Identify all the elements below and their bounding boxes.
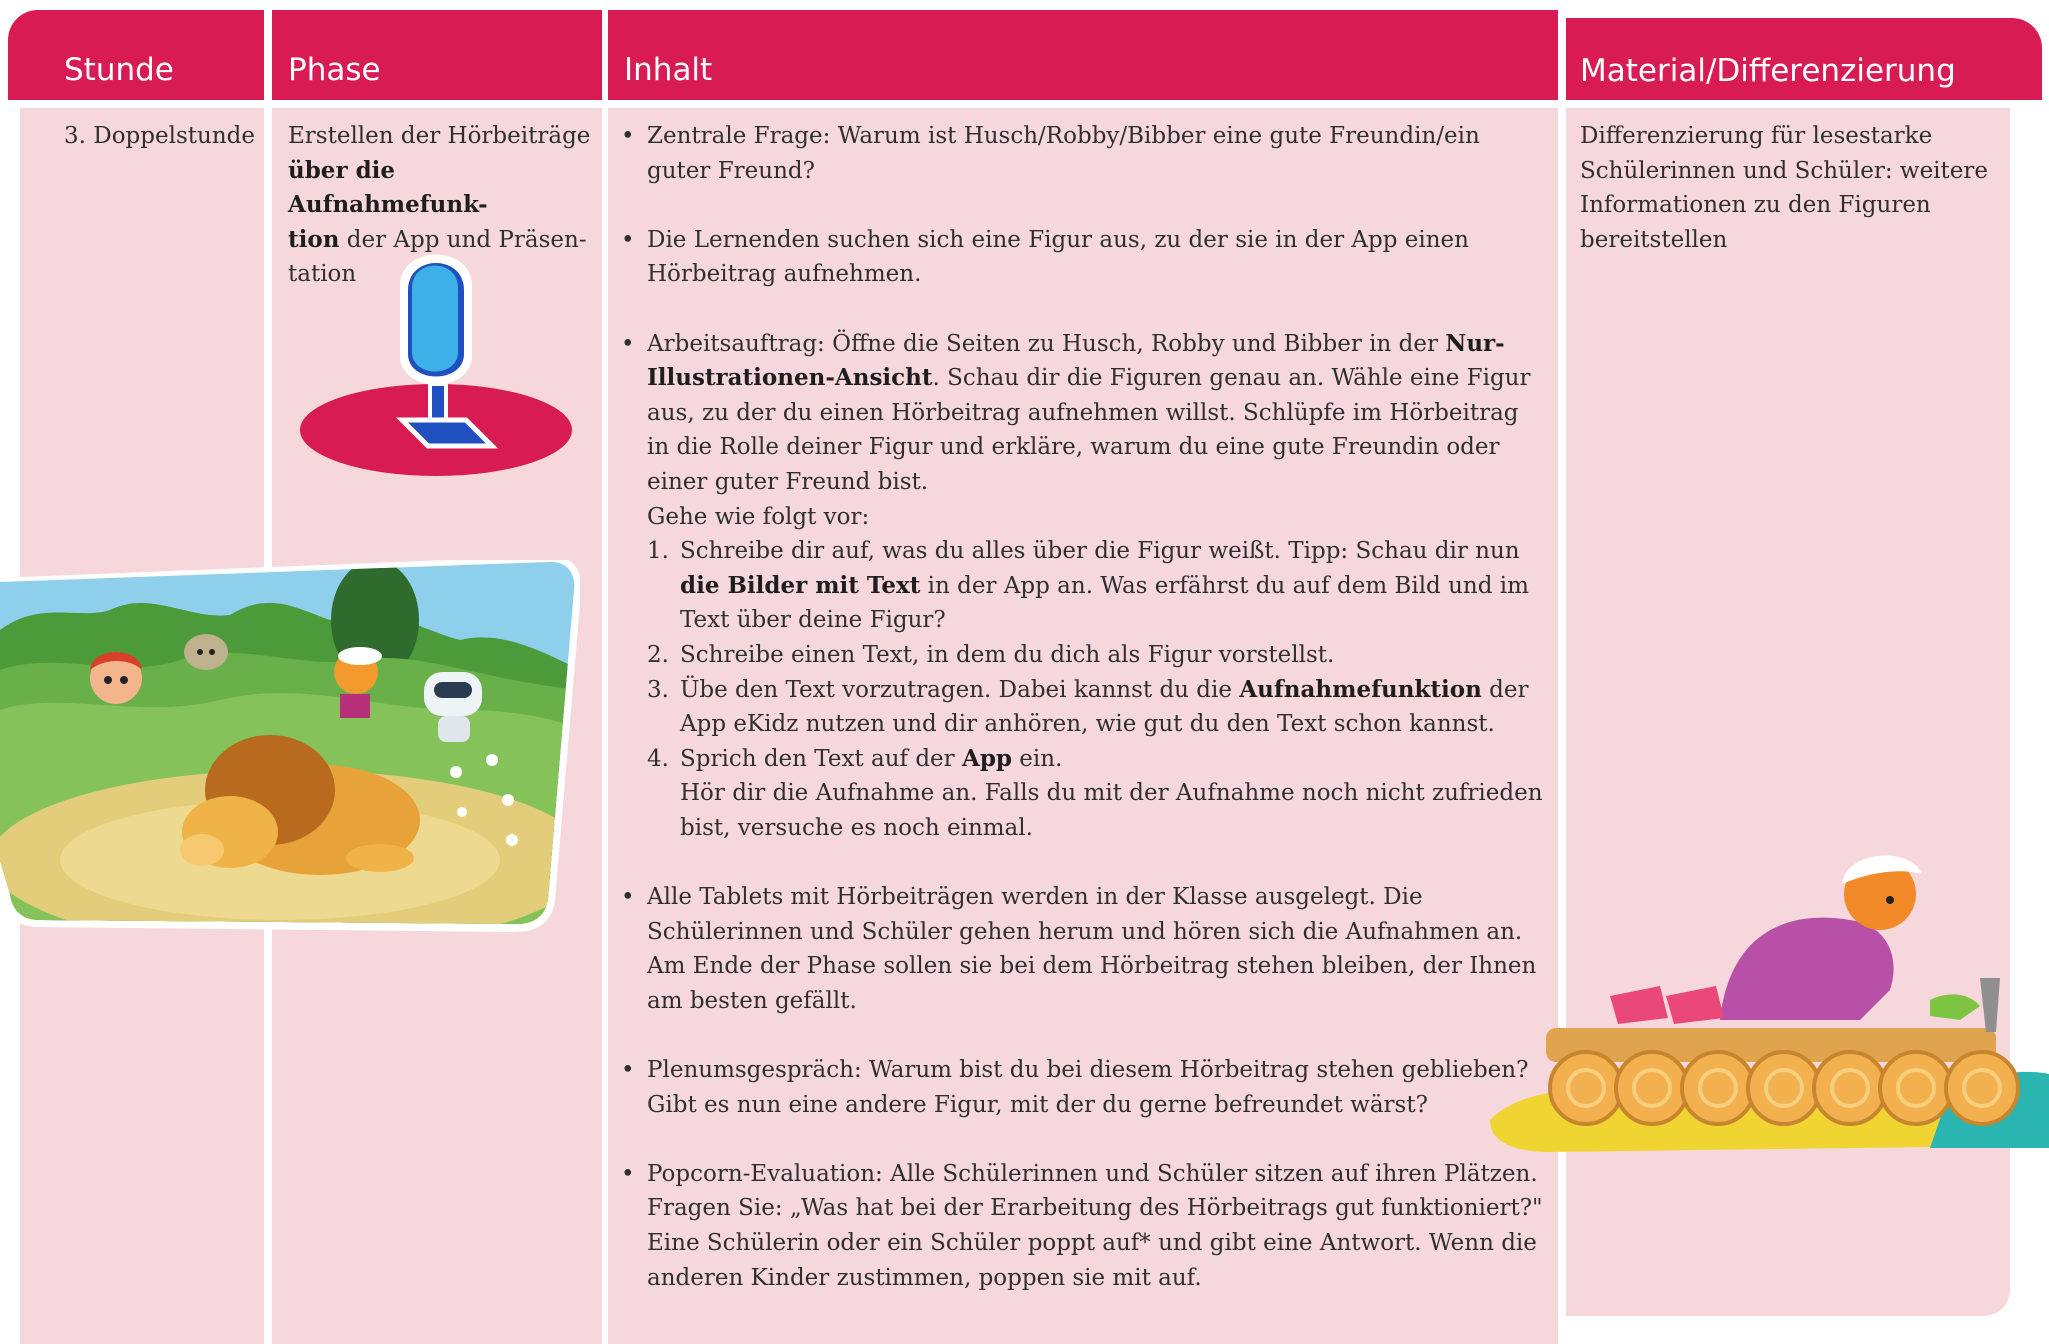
- inhalt-bullet-4-text: Alle Tablets mit Hörbeiträgen werden in der Klasse ausgelegt. Die Schülerinnen und Schüler gehen herum und hören sich die Aufnahmen an. Am Ende der Phase sollen sie bei dem Hörbeitrag stehen bleiben, der Ihnen am besten gefällt.: [647, 884, 1537, 1014]
- stunde-value: 3. Doppelstunde: [64, 123, 255, 149]
- step-1-text-a: Schreibe dir auf, was du alles über die Figur weißt. Tipp: Schau dir nun: [680, 538, 1520, 565]
- step-4-bold: App: [961, 744, 1012, 772]
- header-material: [1566, 18, 2042, 100]
- step-3-text-a: Übe den Text vorzutragen. Dabei kannst du die: [680, 676, 1240, 703]
- steps-list: [647, 534, 1545, 845]
- phase-line1: Erstellen der Hörbeiträge: [288, 123, 591, 149]
- inhalt-bullet-3: [621, 327, 1545, 846]
- step-1-number: 1.: [647, 538, 669, 565]
- step-4-text-b: ein.: [1012, 745, 1063, 772]
- step-1: [647, 534, 1545, 638]
- inhalt-bullet-3-text-b: . Schau dir die Figuren genau an. Wähle eine Figur aus, zu der du einen Hörbeitrag aufnehmen willst. Schlüpfe im Hörbeitrag in die Rolle deiner Figur und erkläre, warum du eine gute Freundin oder einer guter Freund bist.: [647, 365, 1531, 495]
- step-3-text-b: der App eKidz nutzen und dir anhören, wie gut du den Text schon kannst.: [680, 676, 1529, 738]
- lion-forest-illustration: [0, 560, 580, 940]
- inhalt-bullet-3-text-a: Arbeitsauftrag: Öffne die Seiten zu Husch, Robby und Bibber in der: [647, 330, 1446, 357]
- step-1-text-b: in der App an. Was erfährst du auf dem Bild und im Text über deine Figur?: [680, 572, 1529, 634]
- material-value: Differenzierung für lesestarke Schülerinnen und Schüler: weitere Informationen zu den Figuren bereitstellen: [1580, 123, 1989, 253]
- header-stunde: [8, 10, 264, 100]
- inhalt-bullet-3-text-c: Gehe wie folgt vor:: [647, 503, 870, 530]
- stunde-text: [64, 119, 264, 154]
- step-2-text: Schreibe einen Text, in dem du dich als Figur vorstellst.: [680, 641, 1335, 668]
- step-3-number: 3.: [647, 676, 669, 703]
- raft-character-illustration: [1490, 810, 2049, 1160]
- header-stunde-label: Stunde: [64, 52, 174, 88]
- phase-line4: tation: [288, 261, 357, 288]
- step-4-text-a: Sprich den Text auf der: [680, 745, 962, 772]
- step-1-bold: die Bilder mit Text: [680, 571, 921, 599]
- material-text: [1580, 119, 2000, 257]
- inhalt-bullet-5: [621, 1053, 1545, 1122]
- inhalt-bullet-5-text: Plenumsgespräch: Warum bist du bei diesem Hörbeitrag stehen geblieben? Gibt es nun eine andere Figur, mit der du gerne befreundet wärst?: [647, 1057, 1529, 1118]
- header-inhalt: [608, 10, 1558, 100]
- inhalt-text: [621, 119, 1545, 1295]
- phase-bold2: tion: [288, 225, 340, 253]
- step-2: [647, 638, 1545, 673]
- phase-line3: der App und Präsen-: [339, 226, 587, 253]
- header-phase: [272, 10, 602, 100]
- inhalt-bullet-1-text: Zentrale Frage: Warum ist Husch/Robby/Bibber eine gute Freundin/ein guter Freund?: [647, 123, 1480, 184]
- inhalt-bullet-6: [621, 1157, 1545, 1295]
- step-4-text-c: Hör dir die Aufnahme an. Falls du mit der Aufnahme noch nicht zufrieden bist, versuche es noch einmal.: [680, 780, 1543, 841]
- inhalt-bullet-4: [621, 880, 1545, 1018]
- inhalt-bullet-2-text: Die Lernenden suchen sich eine Figur aus, zu der sie in der App einen Hörbeitrag aufnehmen.: [647, 226, 1469, 288]
- step-3: [647, 673, 1545, 742]
- header-inhalt-label: Inhalt: [624, 52, 713, 88]
- microphone-icon: [296, 234, 576, 484]
- header-phase-label: Phase: [288, 52, 381, 88]
- inhalt-bullet-6-text: Popcorn-Evaluation: Alle Schülerinnen und Schüler sitzen auf ihren Plätzen. Fragen Sie: „Was hat bei der Erarbeitung des Hörbeitrags gut funktioniert?" Eine Schülerin oder ein Schüler poppt auf* und gibt eine Antwort. Wenn die anderen Kinder zustimmen, poppen sie mit auf.: [647, 1160, 1543, 1291]
- inhalt-bullet-3-bold: Nur-Illustrationen-Ansicht: [647, 329, 1505, 392]
- inhalt-bullet-2: [621, 223, 1545, 292]
- step-2-number: 2.: [647, 641, 669, 668]
- step-3-bold: Aufnahmefunktion: [1239, 675, 1482, 703]
- step-4-number: 4.: [647, 745, 669, 772]
- phase-bold1: über die Aufnahmefunk-: [288, 156, 488, 219]
- step-4: [647, 742, 1545, 846]
- header-material-label: Material/Differenzierung: [1580, 53, 1956, 89]
- inhalt-bullet-1: [621, 119, 1545, 188]
- inhalt-list: [621, 119, 1545, 1295]
